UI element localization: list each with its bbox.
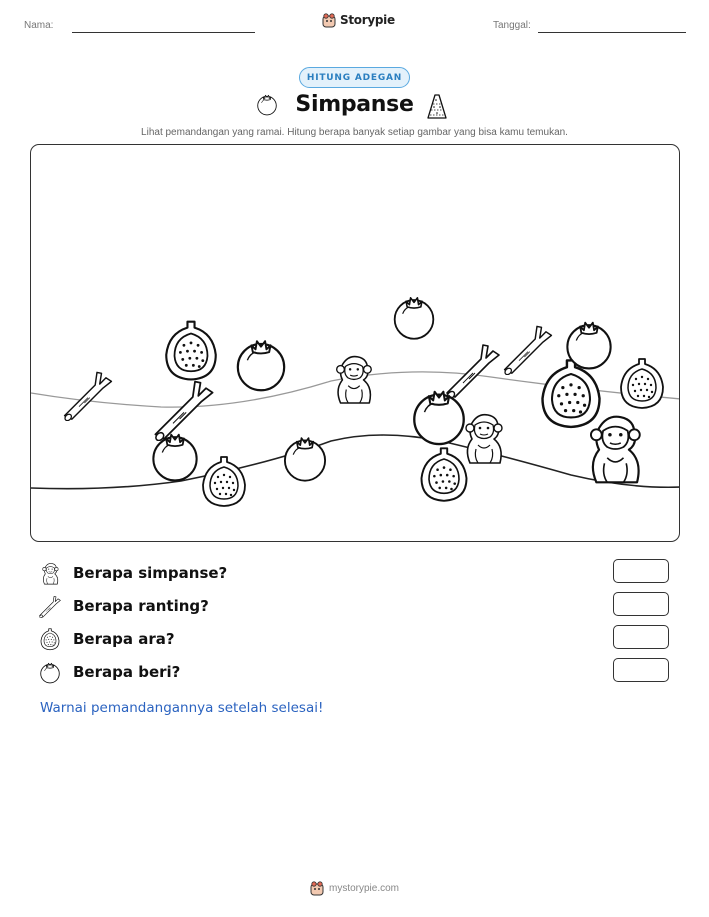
coloring-instruction: Warnai pemandangannya setelah selesai! xyxy=(40,700,324,716)
fig-icon xyxy=(38,627,62,651)
berry-icon[interactable] xyxy=(567,323,610,369)
berry-icon xyxy=(38,660,62,684)
footer-url[interactable]: mystorypie.com xyxy=(328,882,399,894)
question-chimps xyxy=(38,560,227,586)
fig-icon[interactable] xyxy=(621,359,663,408)
question-label: Berapa ranting? xyxy=(73,597,209,615)
page-title: Simpanse xyxy=(295,92,414,117)
berry-icon[interactable] xyxy=(414,392,463,444)
name-line[interactable] xyxy=(72,32,255,33)
brand-name: Storypie xyxy=(340,13,395,27)
answer-box-twigs[interactable] xyxy=(613,592,669,616)
chimp-icon xyxy=(38,561,62,585)
question-label: Berapa beri? xyxy=(73,663,181,681)
question-twigs xyxy=(38,593,209,619)
twig-icon[interactable] xyxy=(154,382,212,442)
instructions-subtitle: Lihat pemandangan yang ramai. Hitung berapa banyak setiap gambar yang bisa kamu temukan. xyxy=(141,127,568,138)
fig-icon[interactable] xyxy=(543,360,600,426)
termite-mound-icon xyxy=(426,92,448,120)
scene-illustration xyxy=(31,145,680,542)
question-label: Berapa ara? xyxy=(73,630,175,648)
answer-box-berries[interactable] xyxy=(613,658,669,682)
storypie-logo-icon xyxy=(310,880,324,896)
question-label: Berapa simpanse? xyxy=(73,564,228,582)
date-line[interactable] xyxy=(538,32,686,33)
answer-box-figs[interactable] xyxy=(613,625,669,649)
berry-icon[interactable] xyxy=(395,298,434,339)
berry-icon[interactable] xyxy=(238,341,284,390)
footer xyxy=(0,880,709,896)
chimp-icon[interactable] xyxy=(591,417,640,483)
twig-icon[interactable] xyxy=(64,372,112,421)
chimp-icon[interactable] xyxy=(466,415,502,463)
storypie-logo-icon xyxy=(322,12,336,28)
twig-icon[interactable] xyxy=(504,326,552,375)
fig-icon[interactable] xyxy=(203,457,245,506)
counting-scene[interactable] xyxy=(30,144,680,542)
date-label: Tanggal: xyxy=(493,20,531,31)
fig-icon[interactable] xyxy=(166,322,216,380)
berry-icon[interactable] xyxy=(153,435,196,481)
question-berries xyxy=(38,659,180,685)
name-label: Nama: xyxy=(24,20,54,31)
brand-logo xyxy=(322,12,395,28)
worksheet-type-badge: HITUNG ADEGAN xyxy=(299,67,410,88)
question-figs xyxy=(38,626,175,652)
answer-box-chimps[interactable] xyxy=(613,559,669,583)
fig-icon[interactable] xyxy=(422,448,467,501)
twig-icon xyxy=(38,594,62,618)
chimp-icon[interactable] xyxy=(337,357,372,403)
